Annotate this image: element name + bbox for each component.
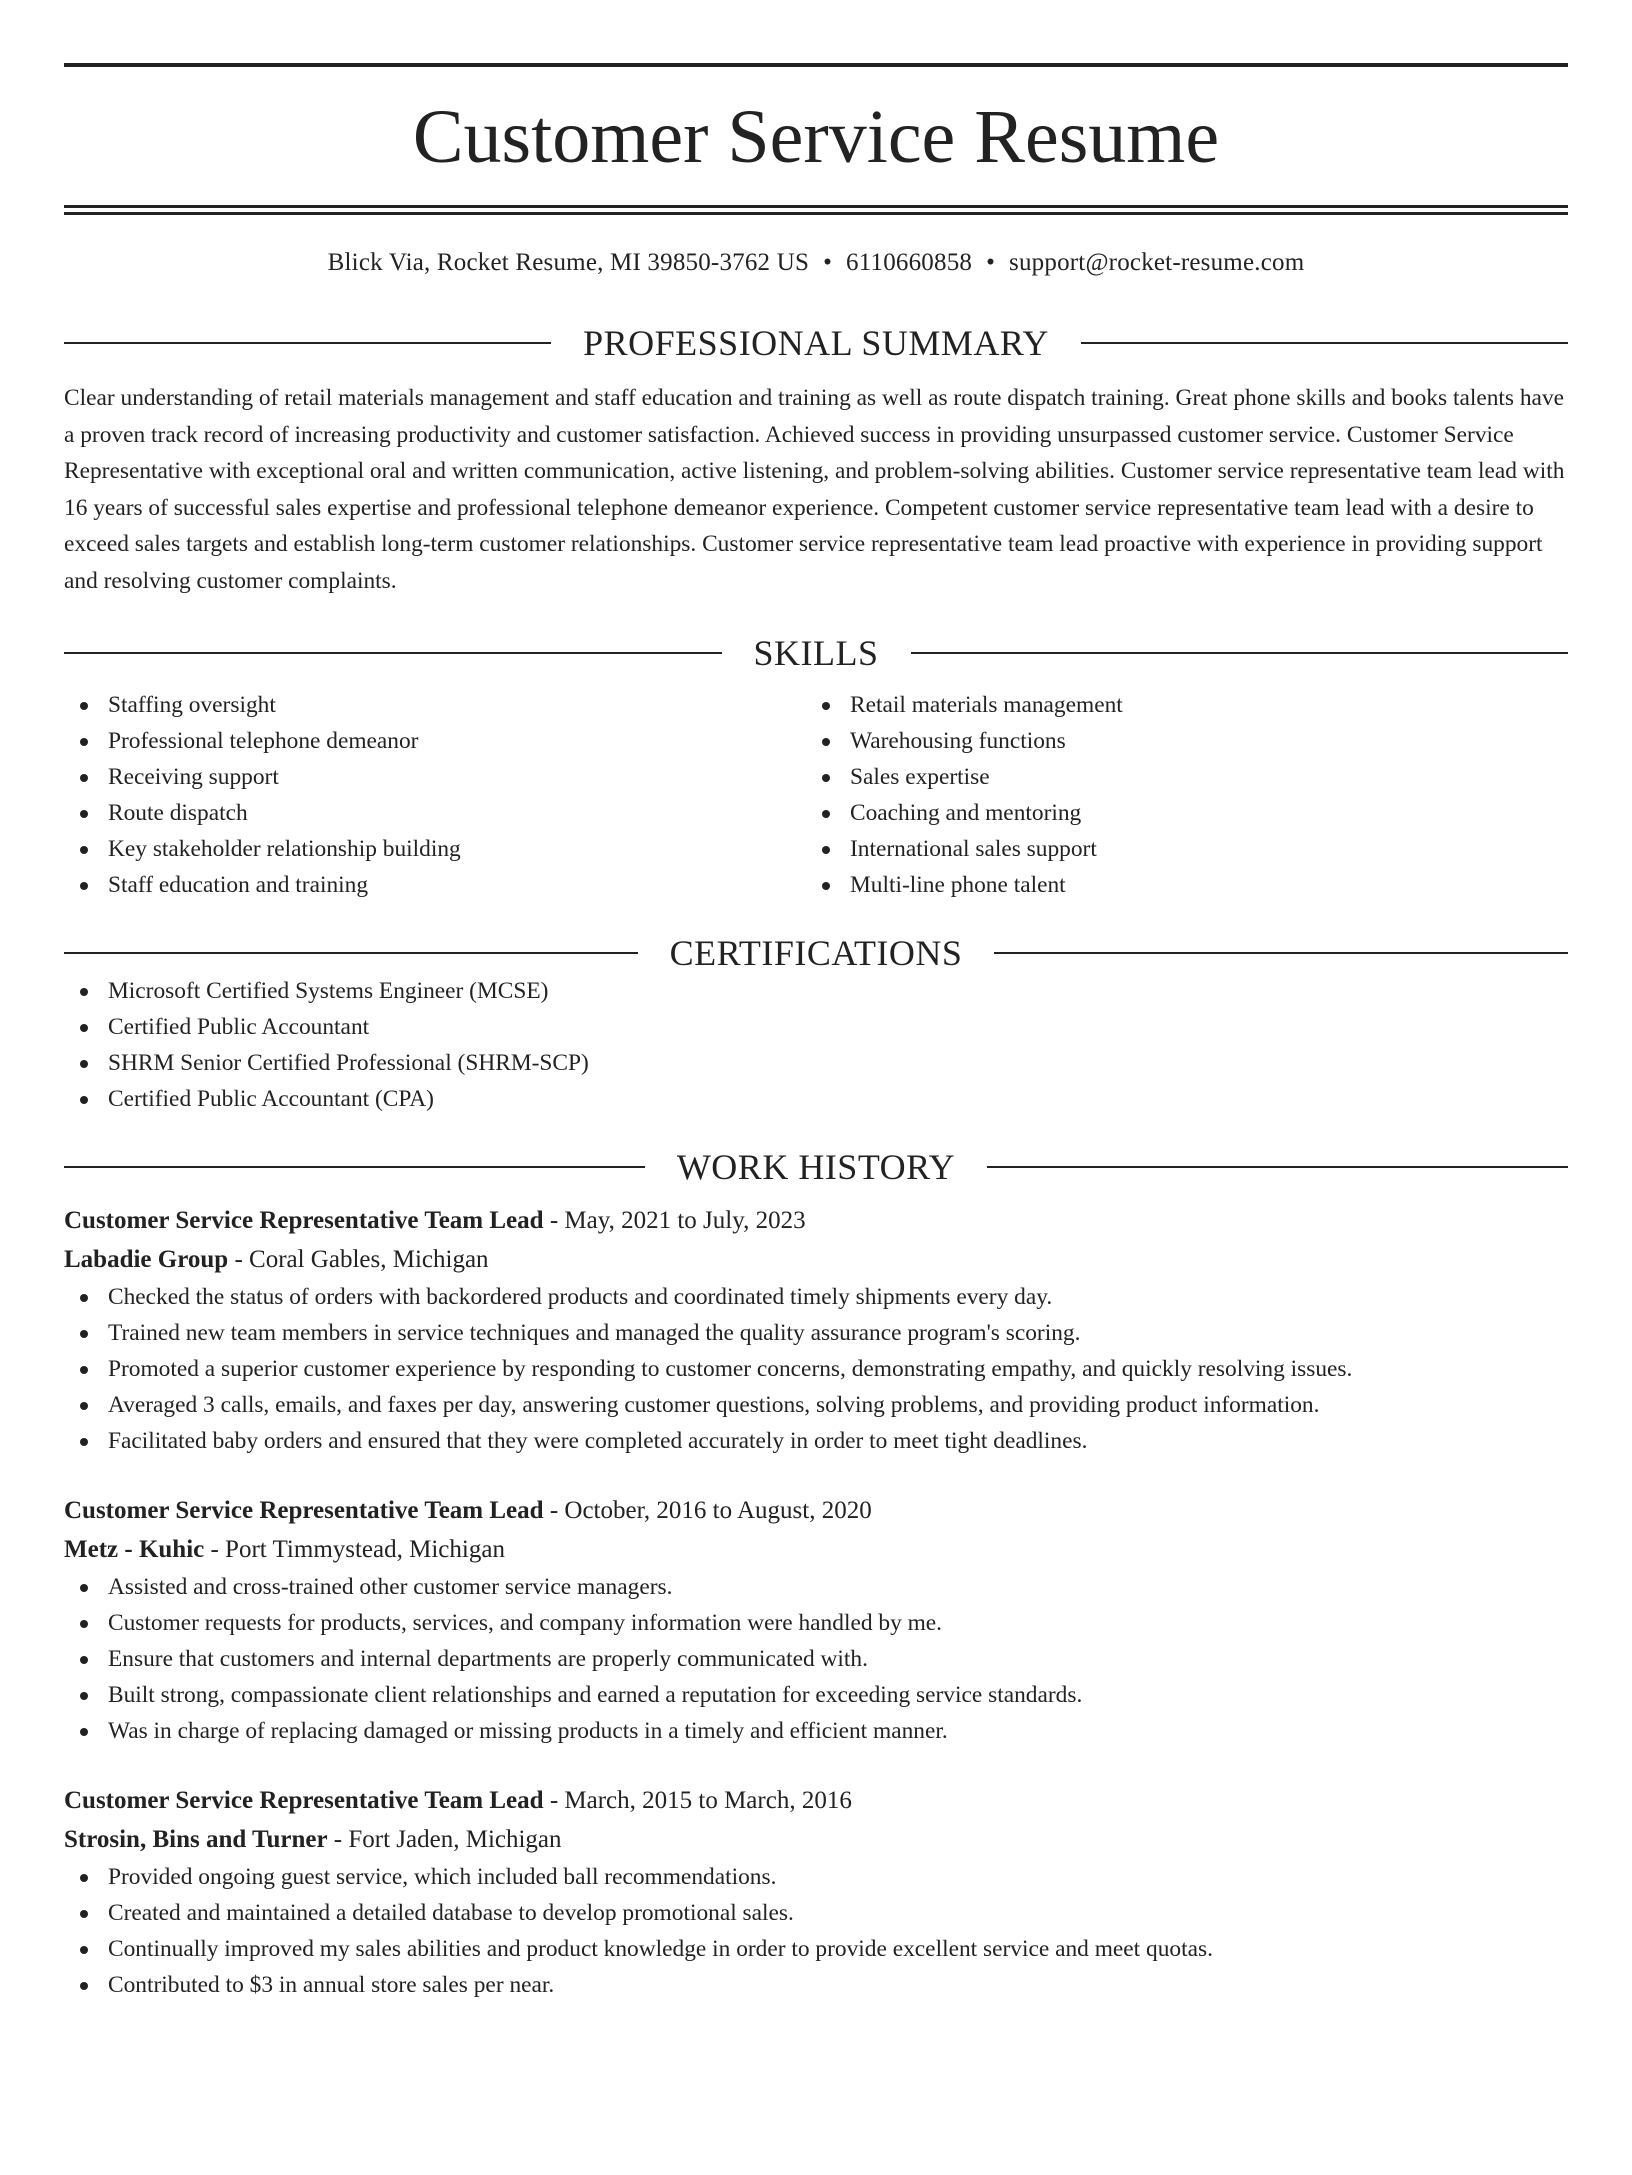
summary-section-header xyxy=(64,323,1568,363)
job-location: - Coral Gables, Michigan xyxy=(228,1246,489,1273)
work-section-header xyxy=(64,1147,1568,1187)
job-company: Strosin, Bins and Turner xyxy=(64,1826,328,1853)
section-rule xyxy=(64,952,638,954)
job-dates: - May, 2021 to July, 2023 xyxy=(543,1207,806,1234)
job-bullet: Provided ongoing guest service, which included ball recommendations. xyxy=(64,1859,1568,1895)
section-rule xyxy=(1081,342,1568,344)
contact-address: Blick Via, Rocket Resume, MI 39850-3762 US xyxy=(327,249,810,276)
skill-item: Staffing oversight xyxy=(64,687,806,723)
job-company-line xyxy=(64,1530,1568,1569)
job-bullet: Checked the status of orders with backordered products and coordinated timely shipments every day. xyxy=(64,1279,1568,1315)
job-bullet: Was in charge of replacing damaged or missing products in a timely and efficient manner. xyxy=(64,1713,1568,1749)
job-bullet: Contributed to $3 in annual store sales per near. xyxy=(64,1967,1568,2003)
contact-separator: • xyxy=(823,249,833,276)
contact-phone: 6110660858 xyxy=(846,249,973,276)
job-bullet: Promoted a superior customer experience by responding to customer concerns, demonstrating empathy, and quickly resolving issues. xyxy=(64,1351,1568,1387)
skill-item: Professional telephone demeanor xyxy=(64,723,806,759)
job-title-line xyxy=(64,1201,1568,1240)
job-title-line xyxy=(64,1491,1568,1530)
job-company: Metz - Kuhic xyxy=(64,1536,205,1563)
job-title: Customer Service Representative Team Lead xyxy=(64,1787,544,1814)
section-rule xyxy=(64,652,722,654)
work-history-list xyxy=(64,1201,1568,2003)
job-company-line xyxy=(64,1820,1568,1859)
job-entry xyxy=(64,1201,1568,1459)
job-bullet: Trained new team members in service techniques and managed the quality assurance program's scoring. xyxy=(64,1315,1568,1351)
section-rule xyxy=(64,1166,645,1168)
resume-page xyxy=(0,63,1632,2175)
job-bullet: Ensure that customers and internal departments are properly communicated with. xyxy=(64,1641,1568,1677)
skill-item: Retail materials management xyxy=(806,687,1548,723)
skill-item: Staff education and training xyxy=(64,867,806,903)
job-title-line xyxy=(64,1781,1568,1820)
skills-heading: SKILLS xyxy=(753,633,879,673)
skill-item: Multi-line phone talent xyxy=(806,867,1548,903)
job-bullet: Facilitated baby orders and ensured that they were completed accurately in order to meet tight deadlines. xyxy=(64,1423,1568,1459)
job-bullets xyxy=(64,1859,1568,2003)
certification-item: Microsoft Certified Systems Engineer (MCSE) xyxy=(64,973,1568,1009)
skills-column-right xyxy=(806,687,1548,903)
job-title: Customer Service Representative Team Lead xyxy=(64,1497,544,1524)
certifications-list xyxy=(64,973,1568,1117)
contact-line xyxy=(64,248,1568,278)
job-location: - Port Timmystead, Michigan xyxy=(204,1536,505,1563)
title-double-rule xyxy=(64,205,1568,215)
section-rule xyxy=(994,952,1568,954)
section-rule xyxy=(64,342,551,344)
skill-item: Coaching and mentoring xyxy=(806,795,1548,831)
summary-heading: PROFESSIONAL SUMMARY xyxy=(583,323,1049,363)
certification-item: SHRM Senior Certified Professional (SHRM-SCP) xyxy=(64,1045,1568,1081)
job-bullet: Averaged 3 calls, emails, and faxes per day, answering customer questions, solving problems, and providing product information. xyxy=(64,1387,1568,1423)
job-location: - Fort Jaden, Michigan xyxy=(327,1826,562,1853)
job-dates: - March, 2015 to March, 2016 xyxy=(543,1787,852,1814)
job-entry xyxy=(64,1781,1568,2003)
job-bullet: Created and maintained a detailed database to develop promotional sales. xyxy=(64,1895,1568,1931)
certification-item: Certified Public Accountant (CPA) xyxy=(64,1081,1568,1117)
job-bullets xyxy=(64,1279,1568,1459)
skills-column-left xyxy=(64,687,806,903)
summary-text: Clear understanding of retail materials management and staff education and training as well as route dispatch training. Great phone skills and books talents have a proven track record of increasing productivity and customer satisfaction. Achieved success in providing unsurpassed customer service. Customer Service Representative with exceptional oral and written communication, active listening, and problem-solving abilities. Customer service representative team lead with 16 years of successful sales expertise and professional telephone demeanor experience. Competent customer service representative team lead with a desire to exceed sales targets and establish long-term customer relationships. Customer service representative team lead proactive with experience in providing support and resolving customer complaints. xyxy=(64,385,1565,594)
section-rule xyxy=(987,1166,1568,1168)
job-bullets xyxy=(64,1569,1568,1749)
section-rule xyxy=(911,652,1569,654)
job-title: Customer Service Representative Team Lead xyxy=(64,1207,544,1234)
job-bullet: Built strong, compassionate client relationships and earned a reputation for exceeding service standards. xyxy=(64,1677,1568,1713)
skills-section-header xyxy=(64,633,1568,673)
job-company: Labadie Group xyxy=(64,1246,229,1273)
contact-separator: • xyxy=(986,249,996,276)
job-bullet: Assisted and cross-trained other customer service managers. xyxy=(64,1569,1568,1605)
work-heading: WORK HISTORY xyxy=(676,1147,956,1187)
job-bullet: Continually improved my sales abilities and product knowledge in order to provide excellent service and meet quotas. xyxy=(64,1931,1568,1967)
resume-title: Customer Service Resume xyxy=(412,95,1220,179)
skills-list xyxy=(64,687,1568,903)
job-bullet: Customer requests for products, services, and company information were handled by me. xyxy=(64,1605,1568,1641)
skill-item: International sales support xyxy=(806,831,1548,867)
job-company-line xyxy=(64,1240,1568,1279)
top-rule xyxy=(64,63,1568,67)
certification-item: Certified Public Accountant xyxy=(64,1009,1568,1045)
certifications-section-header xyxy=(64,933,1568,973)
job-entry xyxy=(64,1491,1568,1749)
certifications-heading: CERTIFICATIONS xyxy=(669,933,963,973)
skill-item: Receiving support xyxy=(64,759,806,795)
contact-email: support@rocket-resume.com xyxy=(1009,249,1305,276)
skill-item: Route dispatch xyxy=(64,795,806,831)
skill-item: Sales expertise xyxy=(806,759,1548,795)
job-dates: - October, 2016 to August, 2020 xyxy=(543,1497,872,1524)
skill-item: Warehousing functions xyxy=(806,723,1548,759)
skill-item: Key stakeholder relationship building xyxy=(64,831,806,867)
